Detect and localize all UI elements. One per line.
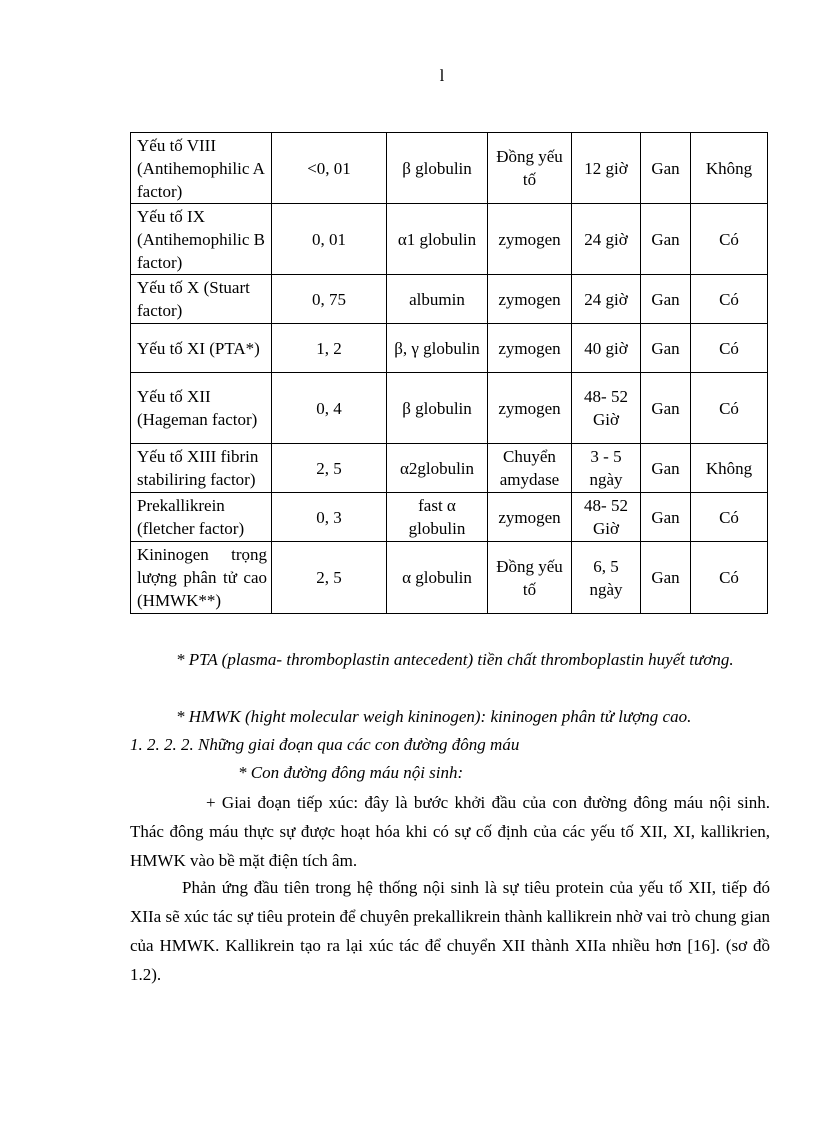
factor-type: α2globulin <box>387 444 488 493</box>
factor-type: albumin <box>387 275 488 324</box>
factor-form: Đồng yếu tố <box>488 133 572 204</box>
table-row <box>131 373 768 444</box>
section-subheading: * Con đường đông máu nội sinh: <box>238 763 464 782</box>
factor-vitamin-k: Có <box>691 373 768 444</box>
factor-origin: Gan <box>641 493 691 542</box>
table-row <box>131 133 768 204</box>
factor-half-life: 24 giờ <box>572 275 641 324</box>
factor-origin: Gan <box>641 542 691 614</box>
factor-type: β, γ globulin <box>387 324 488 373</box>
section-heading: 1. 2. 2. 2. Những giai đoạn qua các con đường đông máu <box>130 735 520 754</box>
factor-name: Yếu tố XI (PTA*) <box>131 324 272 373</box>
paragraph-first-reaction: Phản ứng đầu tiên trong hệ thống nội sinh là sự tiêu protein của yếu tố XII, tiếp đó XIIa sẽ xúc tác sự tiêu protein để chuyên prekallikrein thành kallikrein nhờ vai trò chung gian của HMWK. Kallikrein tạo ra lại xúc tác để chuyển XII thành XIIa nhiều hơn [16]. (sơ đồ 1.2). <box>130 878 770 984</box>
page-number: l <box>439 66 445 85</box>
factor-concentration: 2, 5 <box>272 444 387 493</box>
factor-concentration: 0, 4 <box>272 373 387 444</box>
factor-half-life: 12 giờ <box>572 133 641 204</box>
factor-name: Yếu tố X (Stuart factor) <box>131 275 272 324</box>
table-row <box>131 204 768 275</box>
factor-half-life: 6, 5 ngày <box>572 542 641 614</box>
factor-form: zymogen <box>488 373 572 444</box>
factor-type: β globulin <box>387 133 488 204</box>
factor-half-life: 24 giờ <box>572 204 641 275</box>
table-row <box>131 542 768 614</box>
factor-vitamin-k: Không <box>691 444 768 493</box>
factor-half-life: 48- 52 Giờ <box>572 373 641 444</box>
factor-type: β globulin <box>387 373 488 444</box>
footnote-hmwk: * HMWK (hight molecular weigh kininogen): kininogen phân tử lượng cao. <box>176 707 692 726</box>
footnote-pta: * PTA (plasma- thromboplastin antecedent) tiền chất thromboplastin huyết tương. <box>176 650 734 669</box>
factor-half-life: 40 giờ <box>572 324 641 373</box>
paragraph-contact-phase: + Giai đoạn tiếp xúc: đây là bước khởi đầu của con đường đông máu nội sinh. Thác đông máu thực sự được hoạt hóa khi có sự cố định của các yếu tố XII, XI, kallikrien, HMWK vào bề mặt điện tích âm. <box>130 793 770 870</box>
factor-vitamin-k: Không <box>691 133 768 204</box>
factor-origin: Gan <box>641 324 691 373</box>
factor-form: zymogen <box>488 493 572 542</box>
table-row <box>131 493 768 542</box>
factor-form: zymogen <box>488 324 572 373</box>
factor-origin: Gan <box>641 444 691 493</box>
factor-type: α1 globulin <box>387 204 488 275</box>
factor-name: Yếu tố VIII (Antihemophilic A factor) <box>131 133 272 204</box>
factor-origin: Gan <box>641 373 691 444</box>
factor-vitamin-k: Có <box>691 493 768 542</box>
factor-form: Đồng yếu tố <box>488 542 572 614</box>
table-row <box>131 275 768 324</box>
factor-concentration: <0, 01 <box>272 133 387 204</box>
factor-vitamin-k: Có <box>691 204 768 275</box>
factor-vitamin-k: Có <box>691 275 768 324</box>
factor-concentration: 1, 2 <box>272 324 387 373</box>
factor-name: Prekallikrein (fletcher factor) <box>131 493 272 542</box>
coagulation-factor-table <box>130 132 768 614</box>
factor-type: α globulin <box>387 542 488 614</box>
table-row <box>131 324 768 373</box>
factor-name: Kininogen trọng lượng phân tử cao (HMWK**) <box>131 542 272 614</box>
factor-concentration: 0, 01 <box>272 204 387 275</box>
factor-form: zymogen <box>488 204 572 275</box>
factor-name: Yếu tố XII (Hageman factor) <box>131 373 272 444</box>
factor-origin: Gan <box>641 275 691 324</box>
factor-name: Yếu tố XIII fibrin stabiliring factor) <box>131 444 272 493</box>
factor-concentration: 0, 75 <box>272 275 387 324</box>
factor-half-life: 3 - 5 ngày <box>572 444 641 493</box>
table-row <box>131 444 768 493</box>
factor-type: fast α globulin <box>387 493 488 542</box>
factor-name: Yếu tố IX (Antihemophilic B factor) <box>131 204 272 275</box>
factor-concentration: 2, 5 <box>272 542 387 614</box>
factor-vitamin-k: Có <box>691 324 768 373</box>
factor-concentration: 0, 3 <box>272 493 387 542</box>
factor-half-life: 48- 52 Giờ <box>572 493 641 542</box>
factor-form: zymogen <box>488 275 572 324</box>
factor-origin: Gan <box>641 133 691 204</box>
factor-form: Chuyển amydase <box>488 444 572 493</box>
factor-origin: Gan <box>641 204 691 275</box>
factor-vitamin-k: Có <box>691 542 768 614</box>
